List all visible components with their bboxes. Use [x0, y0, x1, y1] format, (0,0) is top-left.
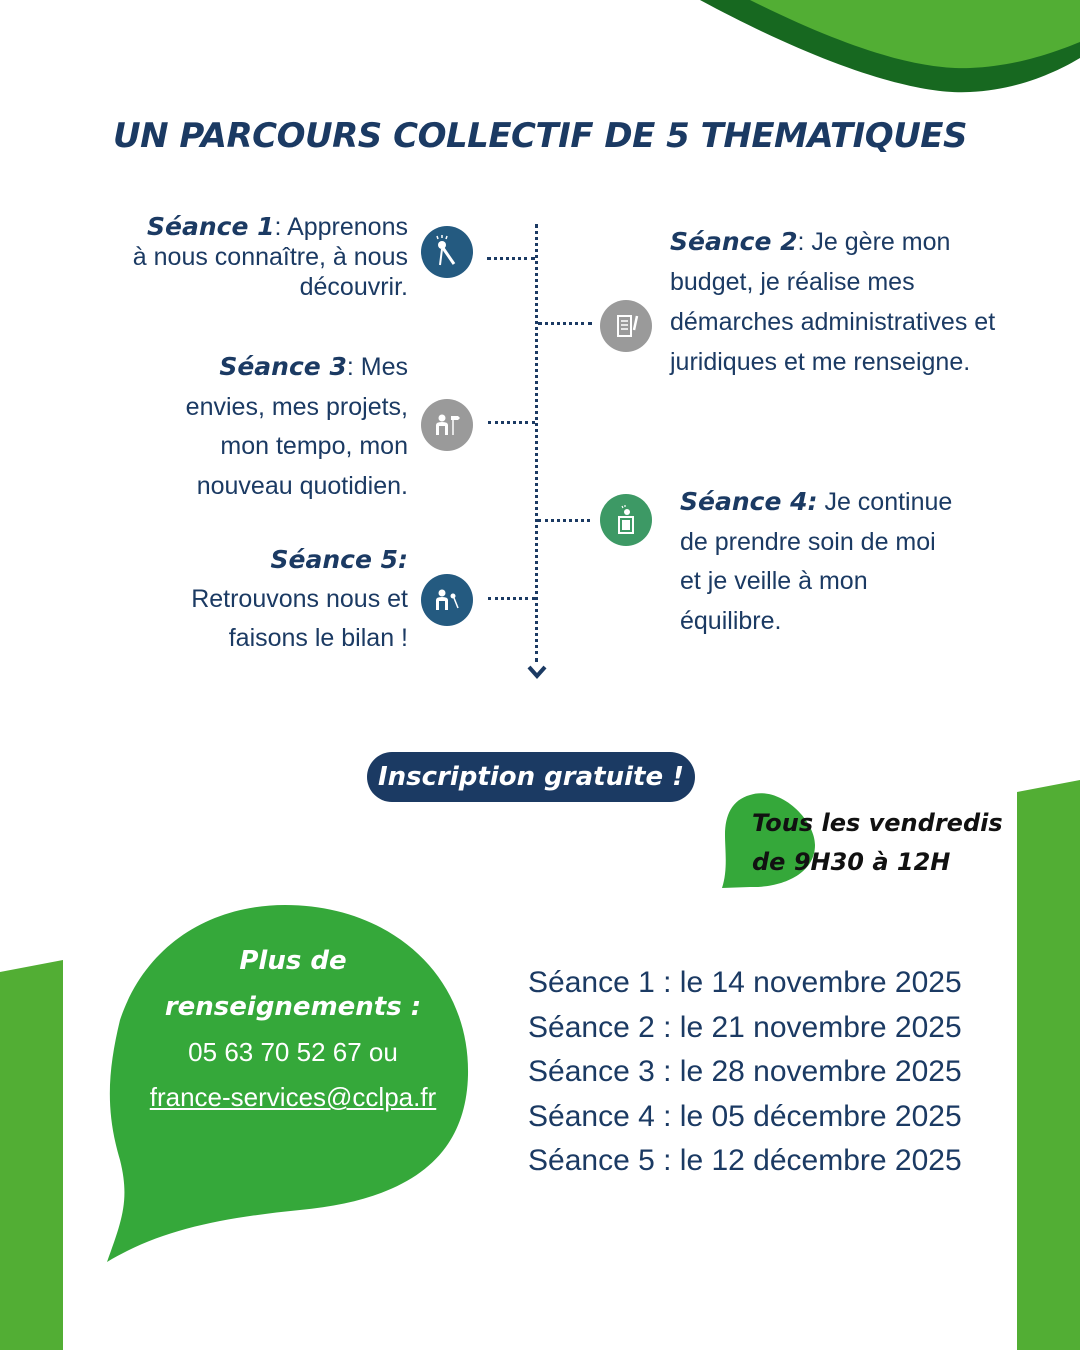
connector-4 [538, 519, 590, 522]
contact-email-link[interactable]: france-services@cclpa.fr [149, 1082, 437, 1112]
connector-1 [487, 257, 535, 260]
session-dates-list [528, 961, 962, 1184]
timeline-arrow-icon [527, 664, 547, 680]
session-4-text: Séance 4: Je continue de prendre soin de moi et je veille à mon équilibre. [680, 487, 953, 635]
person-microphone-icon [421, 574, 473, 626]
date-item: Séance 4 : le 05 décembre 2025 [528, 1099, 962, 1133]
date-item: Séance 1 : le 14 novembre 2025 [528, 966, 962, 999]
session-5-text: Séance 5: Retrouvons nous et faisons le bilan ! [191, 545, 408, 652]
microphone-icon [421, 226, 473, 278]
schedule-hours: de 9H30 à 12H [752, 848, 951, 876]
right-green-bar [1017, 780, 1080, 1350]
registration-badge: Inscription gratuite ! [367, 752, 695, 802]
date-item: Séance 5 : le 12 décembre 2025 [528, 1144, 962, 1177]
contact-heading-2: renseignements : [164, 992, 422, 1022]
person-podium-icon [600, 494, 652, 546]
session-1-text: Séance 1: Apprenons à nous connaître, à nous découvrir. [132, 212, 408, 301]
contact-phone: 05 63 70 52 67 ou [188, 1037, 398, 1067]
contact-heading-1: Plus de [239, 946, 347, 976]
date-item: Séance 2 : le 21 novembre 2025 [528, 1010, 962, 1044]
schedule-note [752, 804, 1003, 882]
document-pen-icon [600, 300, 652, 352]
top-wave-decoration [680, 0, 1080, 100]
schedule-days: Tous les vendredis [752, 809, 1003, 837]
connector-5 [488, 597, 535, 600]
contact-info [118, 938, 468, 1120]
connector-3 [488, 421, 535, 424]
date-item: Séance 3 : le 28 novembre 2025 [528, 1055, 962, 1088]
session-3-text: Séance 3: Mes envies, mes projets, mon tempo, mon nouveau quotidien. [185, 352, 408, 500]
connector-2 [538, 322, 592, 325]
timeline-line [535, 224, 538, 662]
page-title: UN PARCOURS COLLECTIF DE 5 THEMATIQUES [112, 116, 968, 156]
person-signpost-icon [421, 399, 473, 451]
left-green-bar [0, 958, 64, 1350]
session-2-text: Séance 2: Je gère mon budget, je réalise mes démarches administratives et juridiques et me renseigne. [670, 227, 996, 376]
